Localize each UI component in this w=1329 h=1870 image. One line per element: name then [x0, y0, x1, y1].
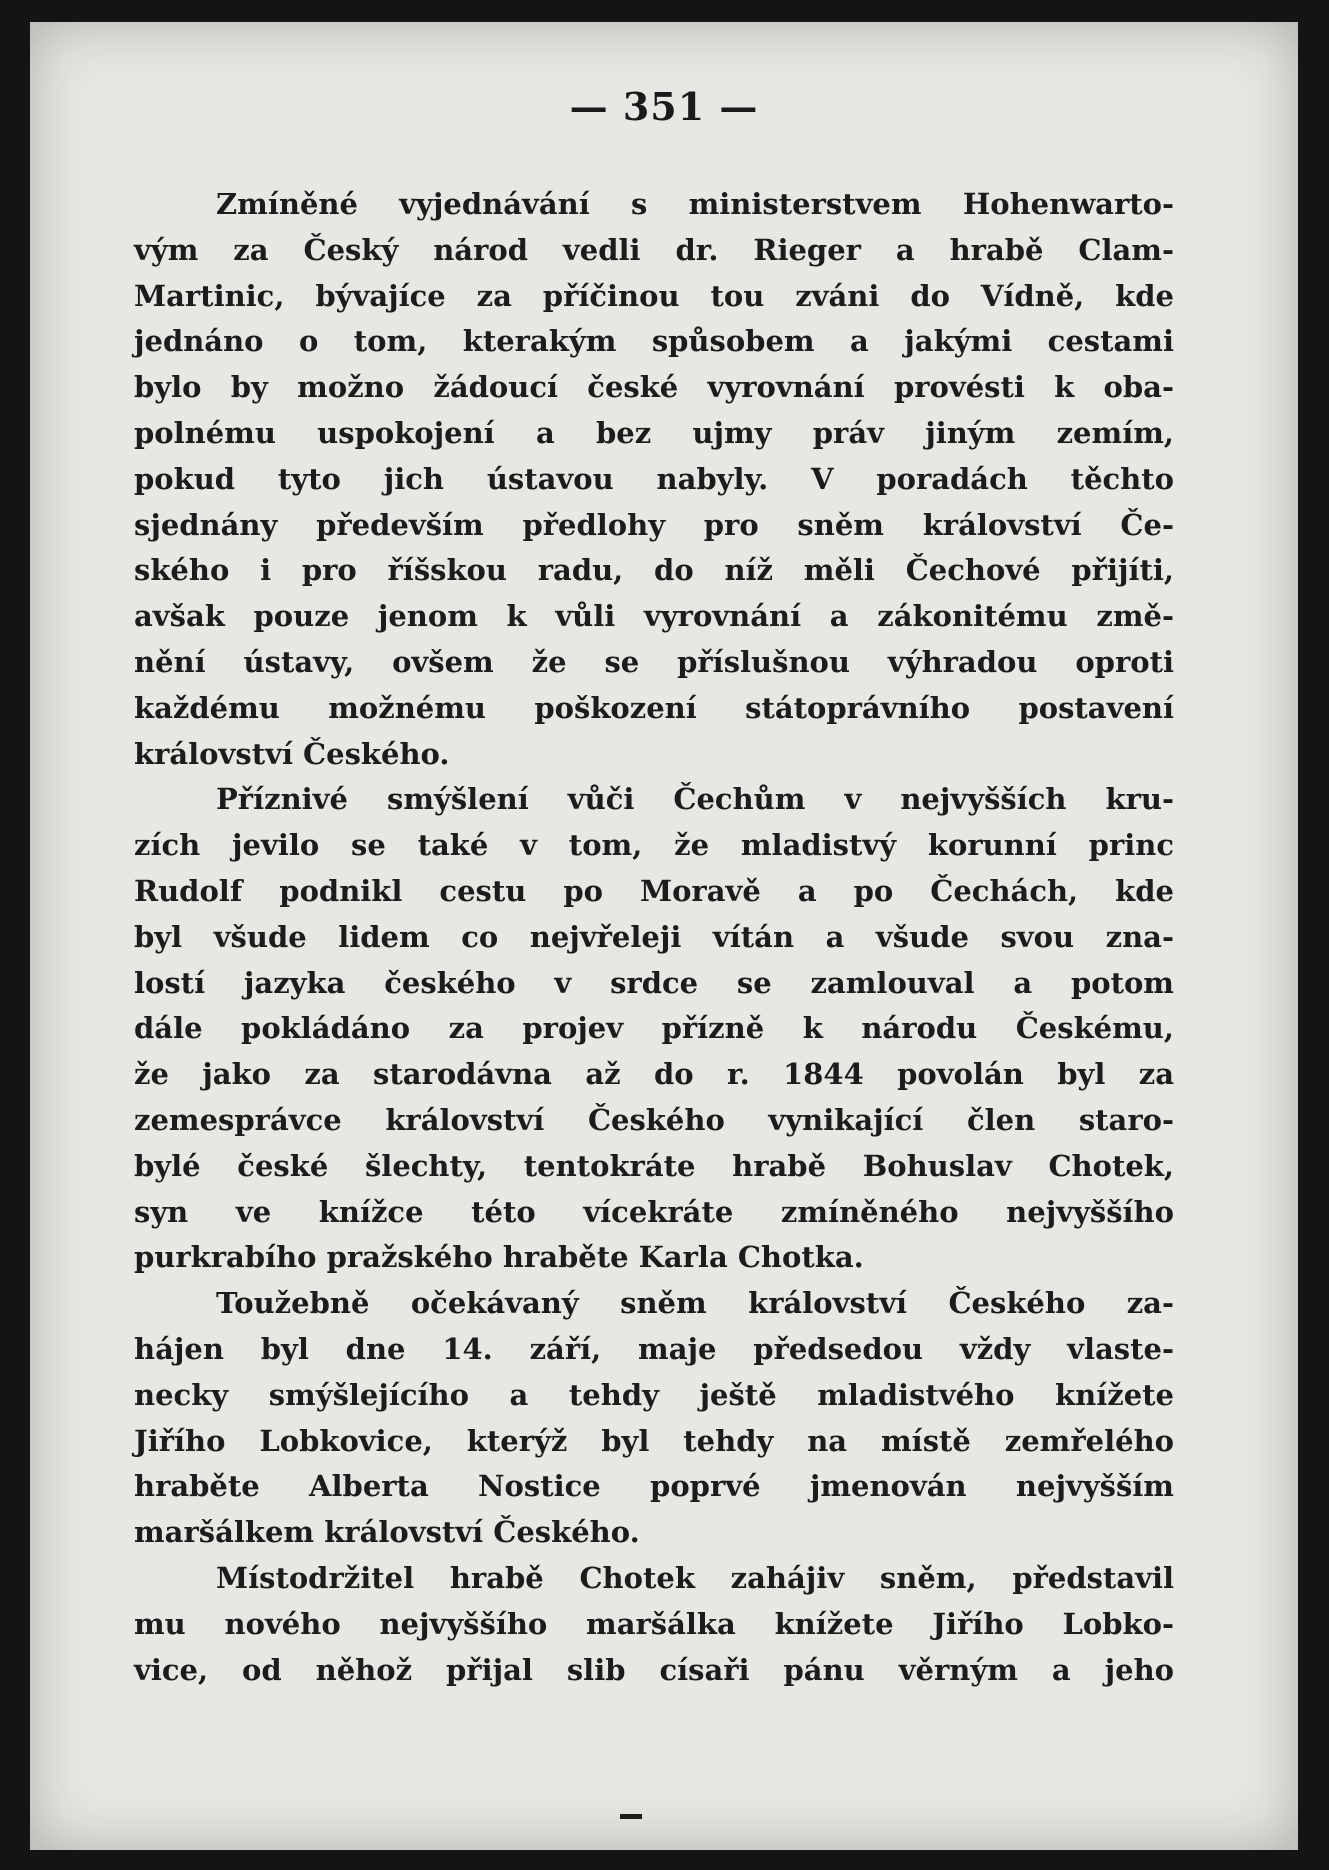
paragraph-3	[134, 1281, 1174, 1556]
text-line: Toužebně očekávaný sněm království Českého za-	[216, 1286, 1174, 1321]
text-line: dále pokládáno za projev přízně k národu Českému,	[134, 1011, 1174, 1046]
text-line: zích jevilo se také v tom, že mladistvý korunní princ	[134, 828, 1174, 863]
text-line: sjednány především předlohy pro sněm království Če-	[134, 507, 1174, 542]
text-line: hájen byl dne 14. září, maje předsedou vždy vlaste-	[134, 1331, 1174, 1366]
text-line: Martinic, bývajíce za příčinou tou zváni do Vídně, kde	[134, 278, 1174, 313]
text-line: zemesprávce království Českého vynikající člen staro-	[134, 1102, 1174, 1137]
paragraph-2	[134, 777, 1174, 1281]
page-number: — 351 —	[569, 84, 759, 129]
paragraph-1	[134, 182, 1174, 777]
text-line: vým za Český národ vedli dr. Rieger a hrabě Clam-	[134, 232, 1174, 267]
text-line: Jiřího Lobkovice, kterýž byl tehdy na místě zemřelého	[134, 1423, 1174, 1458]
text-line: bylé české šlechty, tentokráte hrabě Bohuslav Chotek,	[134, 1148, 1174, 1183]
text-line: království Českého.	[134, 736, 450, 771]
text-line: bylo by možno žádoucí české vyrovnání provésti k oba-	[134, 370, 1174, 405]
body-text	[134, 182, 1174, 1693]
text-line: každému možnému poškození státoprávního postavení	[134, 690, 1174, 725]
text-line: lostí jazyka českého v srdce se zamlouval a potom	[134, 965, 1174, 1000]
text-line: purkrabího pražského hraběte Karla Chotka.	[134, 1240, 864, 1275]
text-line: že jako za starodávna až do r. 1844 povolán byl za	[134, 1057, 1174, 1092]
text-line: ského i pro říšskou radu, do níž měli Čechové přijíti,	[134, 553, 1174, 588]
paragraph-4	[134, 1556, 1174, 1693]
text-line: Rudolf podnikl cestu po Moravě a po Čechách, kde	[134, 873, 1174, 908]
text-line: pokud tyto jich ústavou nabyly. V poradách těchto	[134, 461, 1174, 496]
text-line: Místodržitel hrabě Chotek zahájiv sněm, představil	[216, 1560, 1174, 1595]
text-line: polnému uspokojení a bez ujmy práv jiným zemím,	[134, 415, 1174, 450]
text-line: byl všude lidem co nejvřeleji vítán a všude svou zna-	[134, 919, 1174, 954]
text-line: necky smýšlejícího a tehdy ještě mladistvého knížete	[134, 1377, 1174, 1412]
book-page	[30, 22, 1298, 1850]
text-line: Zmíněné vyjednávání s ministerstvem Hohenwarto-	[216, 187, 1174, 221]
text-line: Příznivé smýšlení vůči Čechům v nejvyšších kru-	[216, 782, 1174, 817]
text-line: vice, od něhož přijal slib císaři pánu věrným a jeho	[134, 1652, 1174, 1687]
text-line: syn ve knížce této vícekráte zmíněného nejvyššího	[134, 1194, 1174, 1229]
footer-dash-mark	[620, 1814, 642, 1819]
text-line: maršálkem království Českého.	[134, 1515, 640, 1550]
text-line: nění ústavy, ovšem že se příslušnou výhradou oproti	[134, 644, 1174, 679]
text-line: mu nového nejvyššího maršálka knížete Jiřího Lobko-	[134, 1606, 1174, 1641]
text-line: hraběte Alberta Nostice poprvé jmenován nejvyšším	[134, 1469, 1174, 1504]
text-line: avšak pouze jenom k vůli vyrovnání a zákonitému změ-	[134, 599, 1174, 634]
text-line: jednáno o tom, kterakým spůsobem a jakými cestami	[134, 324, 1174, 359]
